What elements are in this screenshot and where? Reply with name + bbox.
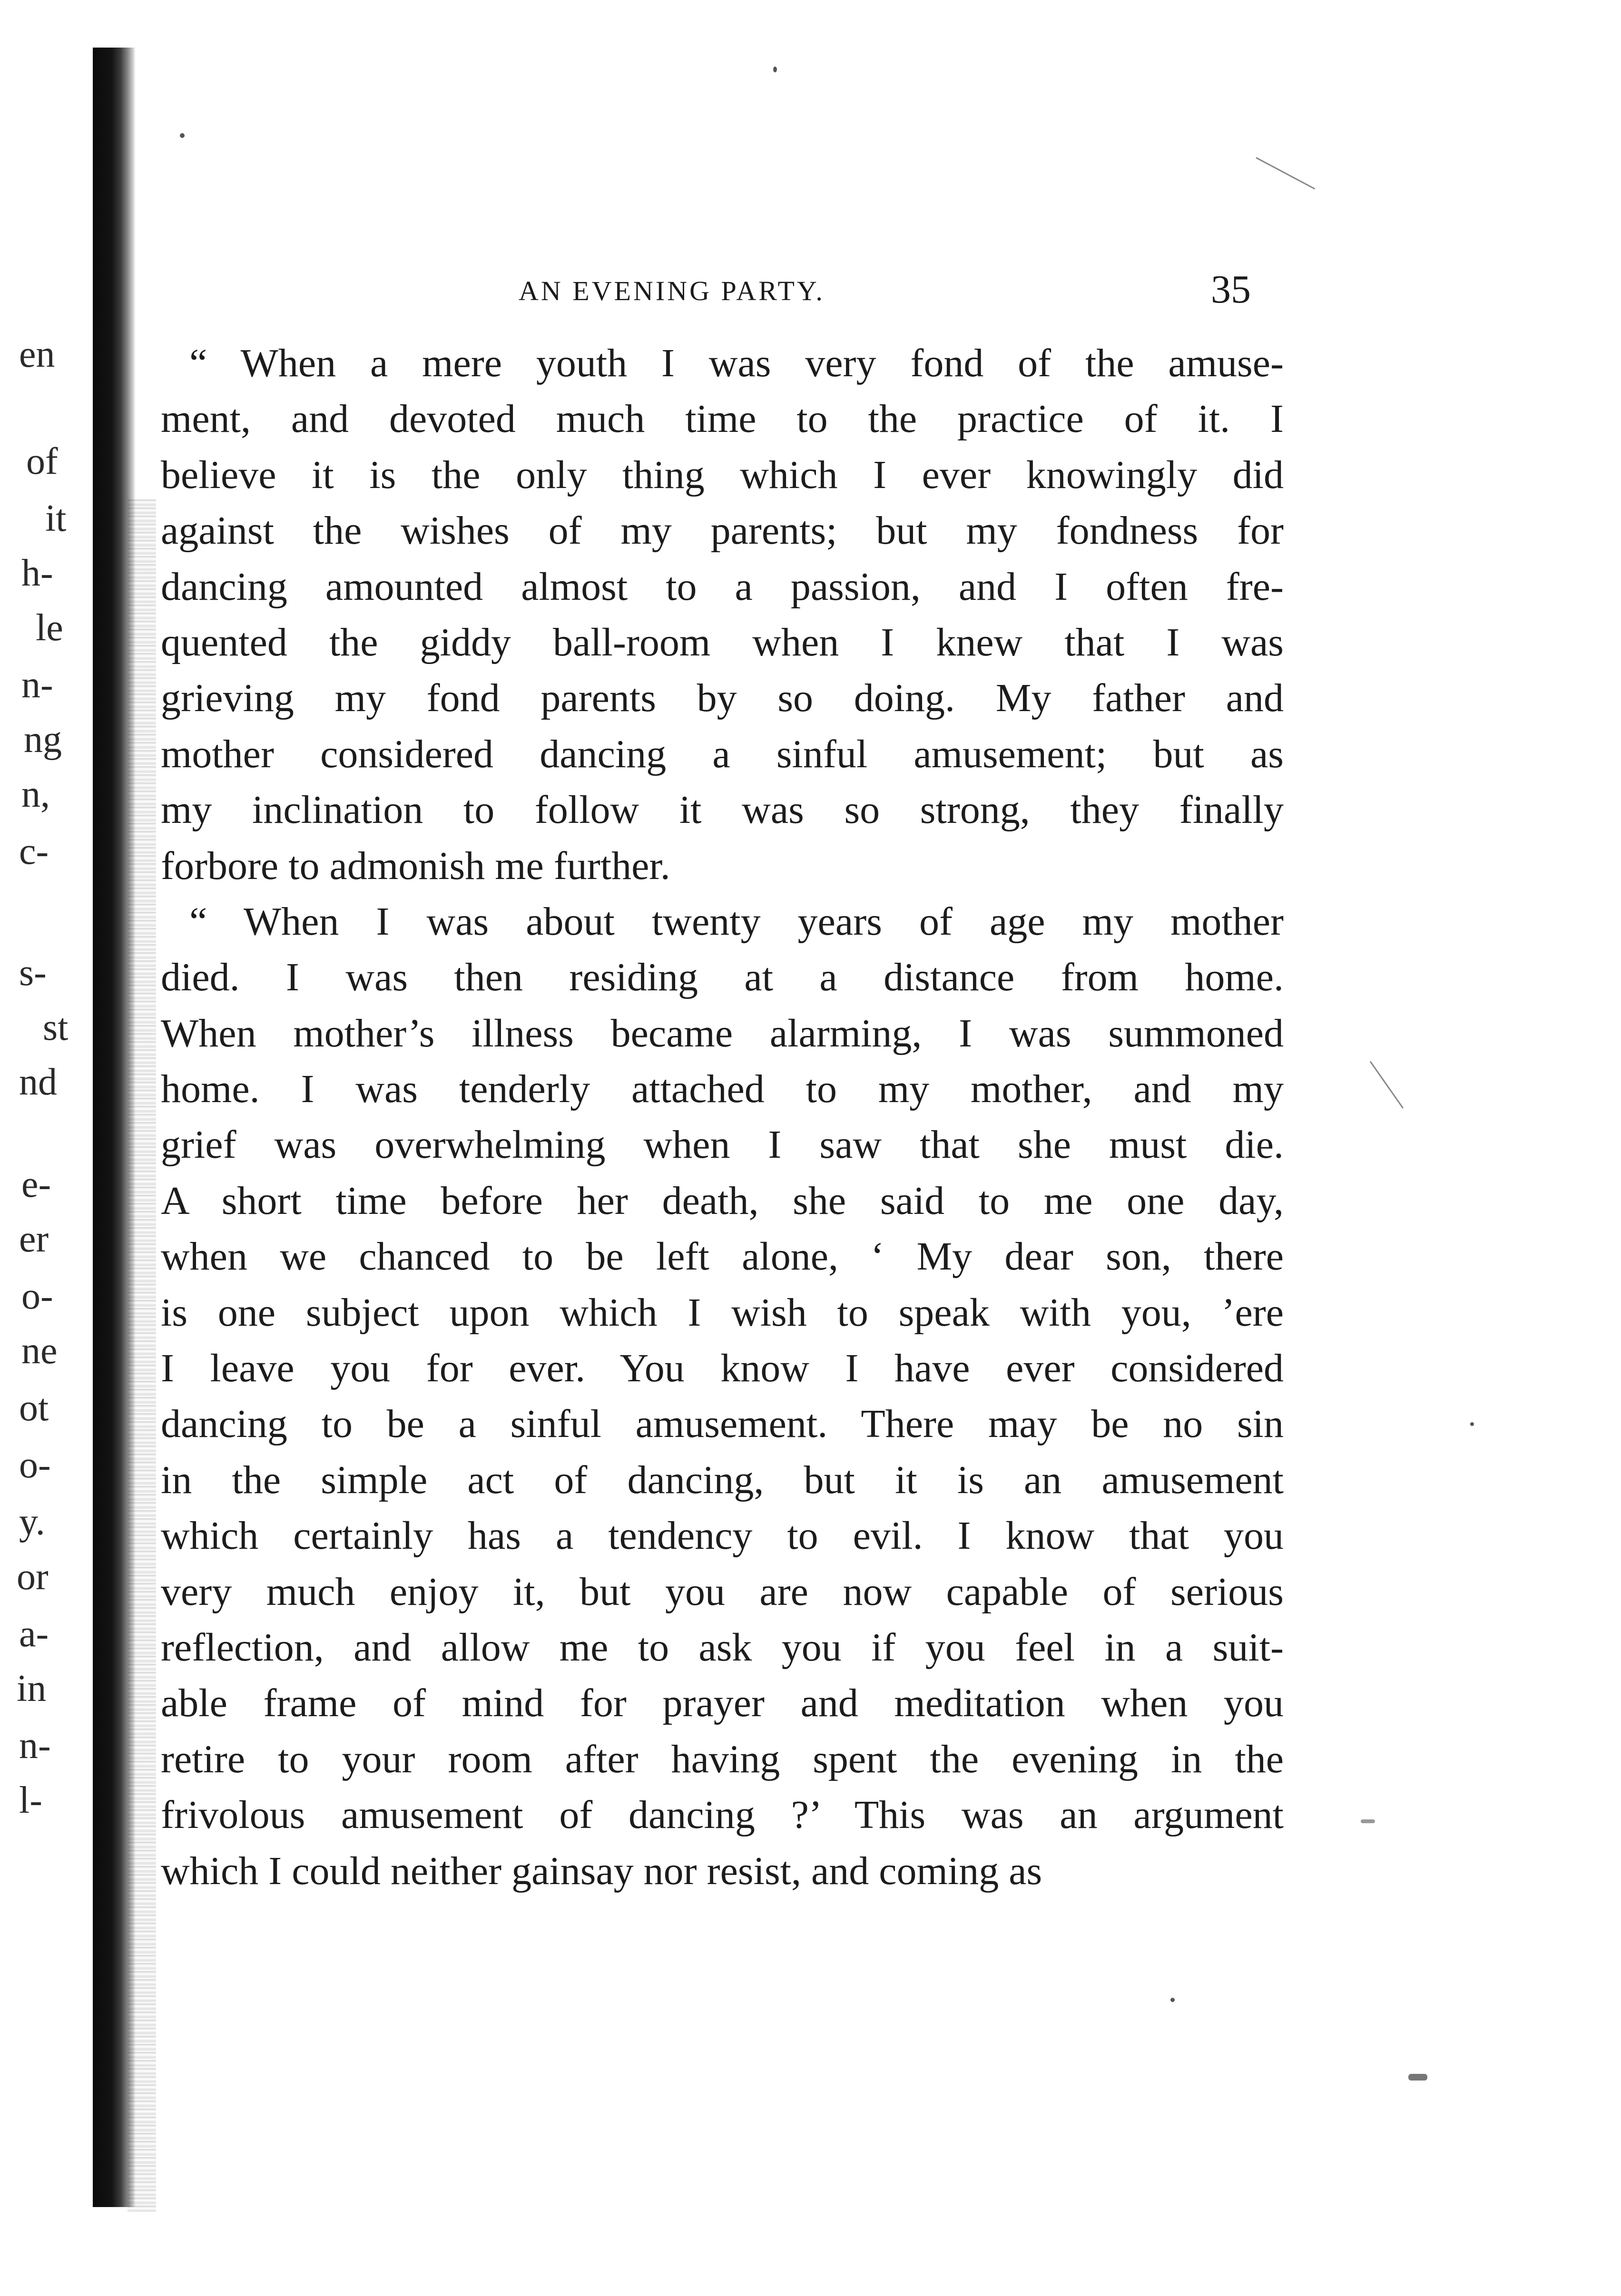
margin-fragment: nd [19,1061,57,1103]
text-line: able frame of mind for prayer and meditation when you [161,1681,1284,1726]
margin-fragment: s- [19,952,47,994]
margin-fragment: a- [19,1613,49,1655]
text-line: frivolous amusement of dancing ?’ This was an argument [161,1793,1284,1837]
scan-speck [1170,1998,1175,2002]
text-line: mother considered dancing a sinful amusement; but as [161,732,1284,776]
text-line: “ When a mere youth I was very fond of the amuse- [189,341,1284,385]
text-line: quented the giddy ball-room when I knew that I was [161,620,1284,664]
text-line: When mother’s illness became alarming, I was summoned [161,1011,1284,1055]
text-line: against the wishes of my parents; but my fondness for [161,508,1284,553]
text-line: “ When I was about twenty years of age my mother [189,899,1284,944]
binding-gutter-texture [128,499,156,2212]
margin-fragment: ot [19,1387,49,1429]
margin-fragment: of [26,440,58,482]
text-line: I leave you for ever. You know I have ever considered [161,1346,1284,1391]
margin-fragment: st [43,1006,69,1048]
scan-speck [1361,1819,1375,1823]
text-line: dancing amounted almost to a passion, and I often fre- [161,564,1284,609]
margin-fragment: in [17,1668,47,1710]
margin-fragment: n- [19,1725,51,1767]
text-line: retire to your room after having spent the evening in the [161,1737,1284,1781]
text-line: A short time before her death, she said to me one day, [161,1178,1284,1223]
margin-fragment: o- [21,1275,53,1317]
text-line: dancing to be a sinful amusement. There may be no sin [161,1402,1284,1446]
body-text [161,335,1284,1899]
scan-speck [180,133,185,138]
text-line: my inclination to follow it was so strong, they finally [161,788,1284,832]
text-line: when we chanced to be left alone, ‘ My dear son, there [161,1234,1284,1279]
scan-speck [773,67,777,72]
text-line: very much enjoy it, but you are now capable of serious [161,1569,1284,1614]
margin-fragment: ng [24,719,62,761]
margin-fragment: e- [21,1163,51,1205]
margin-fragment: ne [21,1330,58,1372]
scan-scratch [1256,157,1315,189]
margin-fragment: er [19,1218,49,1260]
page-number: 35 [1211,267,1251,312]
scan-speck [1470,1422,1474,1426]
text-line: which I could neither gainsay nor resist, and coming as [161,1848,1042,1893]
margin-fragment: it [45,498,67,539]
margin-fragment: l- [19,1779,42,1821]
text-line: ment, and devoted much time to the practice of it. I [161,397,1284,441]
text-line: grief was overwhelming when I saw that she must die. [161,1123,1284,1167]
text-line: is one subject upon which I wish to speak with you, ’ere [161,1290,1284,1335]
running-head: AN EVENING PARTY. [519,275,825,306]
text-line: died. I was then residing at a distance from home. [161,955,1284,1000]
text-line: in the simple act of dancing, but it is an amusement [161,1457,1284,1502]
margin-fragment: o- [19,1444,51,1486]
text-line: home. I was tenderly attached to my mother, and my [161,1067,1284,1112]
margin-fragment: c- [19,830,49,872]
text-line: believe it is the only thing which I ever knowingly did [161,452,1284,497]
scan-speck [1408,2074,1427,2081]
text-line: grieving my fond parents by so doing. My father and [161,676,1284,721]
margin-fragment: or [17,1556,49,1598]
margin-fragment: y. [19,1501,45,1543]
margin-fragment: h- [21,552,53,594]
text-line: which certainly has a tendency to evil. I know that you [161,1514,1284,1558]
page-header [519,266,1280,319]
margin-fragment: en [19,333,55,375]
facing-page-margin-fragments [0,0,95,2296]
margin-fragment: n, [21,773,50,815]
margin-fragment: le [36,607,63,649]
scan-scratch [1370,1061,1404,1109]
text-line: reflection, and allow me to ask you if you feel in a suit- [161,1625,1284,1670]
margin-fragment: n- [21,664,53,706]
text-line: forbore to admonish me further. [161,843,670,888]
